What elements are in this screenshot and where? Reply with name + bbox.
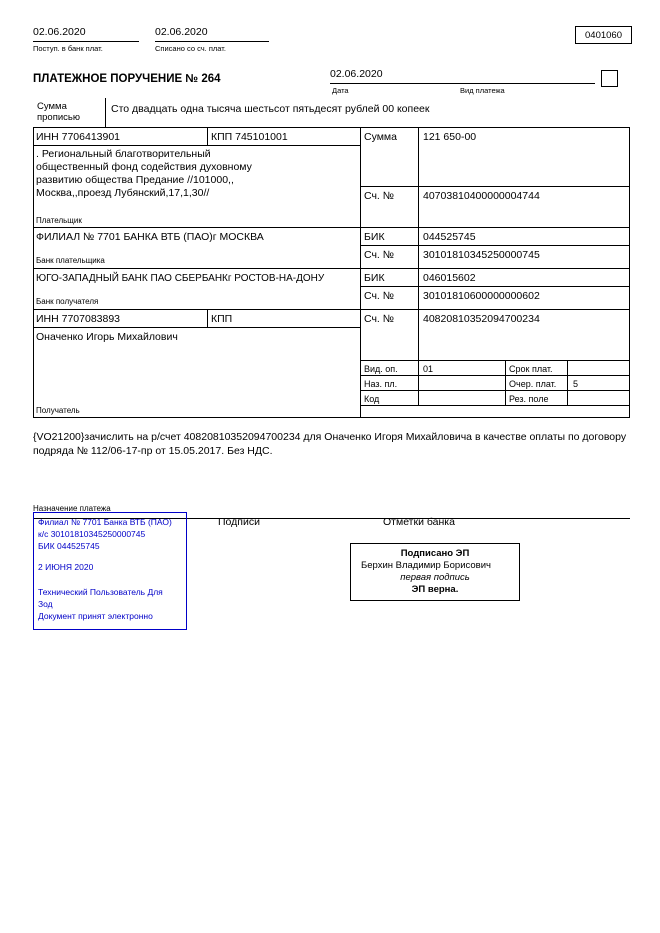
divider-line bbox=[360, 245, 630, 246]
divider-line bbox=[33, 417, 630, 418]
payment-purpose: {VO21200}зачислить на р/счет 40820810352094700234 для Оначенко Игоря Михайловича в качестве оплаты по договору подряда № 112/06-17-пр от 15.05.2017. Без НДС. bbox=[33, 431, 627, 457]
received-date-caption: Поступ. в банк плат. bbox=[33, 44, 103, 53]
doc-date-field bbox=[330, 68, 595, 94]
divider-line bbox=[33, 127, 34, 417]
op-type-label: Вид. оп. bbox=[364, 364, 398, 374]
debited-date-field bbox=[155, 26, 269, 53]
amount-label: Сумма bbox=[364, 131, 397, 143]
stamp-date: 2 ИЮНЯ 2020 bbox=[38, 562, 94, 572]
priority-value: 5 bbox=[573, 379, 579, 389]
amount-words-label-1: Сумма bbox=[37, 101, 67, 112]
stamp-line: к/с 30101810345250000745 bbox=[38, 529, 146, 539]
divider-line bbox=[418, 127, 419, 405]
esign-title: Подписано ЭП bbox=[400, 548, 470, 559]
divider-line bbox=[33, 268, 630, 269]
esign-name: Берхин Владимир Борисович bbox=[361, 560, 491, 571]
esign-verified: ЭП верна. bbox=[411, 584, 459, 595]
divider-line bbox=[360, 405, 630, 406]
payer-bank-name: ФИЛИАЛ № 7701 БАНКА ВТБ (ПАО)г МОСКВА bbox=[36, 231, 264, 243]
payer-kpp: КПП 745101001 bbox=[211, 131, 288, 143]
divider-line bbox=[33, 309, 630, 310]
payee-bank-bik: 046015602 bbox=[423, 272, 476, 284]
bank-marks-label: Отметки банка bbox=[383, 516, 455, 528]
debited-date-caption: Списано со сч. плат. bbox=[155, 44, 226, 53]
payer-bank-account-label: Сч. № bbox=[364, 249, 395, 261]
signatures-label: Подписи bbox=[218, 516, 260, 528]
requisites-table bbox=[33, 98, 630, 418]
payee-bank-section-label: Банк получателя bbox=[36, 297, 99, 306]
purpose-code-label: Наз. пл. bbox=[364, 379, 398, 389]
payee-bank-bik-label: БИК bbox=[364, 272, 385, 284]
amount-value: 121 650-00 bbox=[423, 131, 477, 143]
divider-line bbox=[33, 327, 360, 328]
reserve-field-label: Рез. поле bbox=[509, 394, 549, 404]
payee-account: 40820810352094700234 bbox=[423, 313, 540, 325]
divider-line bbox=[360, 286, 630, 287]
payer-bank-account: 30101810345250000745 bbox=[423, 249, 540, 261]
received-date-field bbox=[33, 26, 139, 53]
payee-bank-account-label: Сч. № bbox=[364, 290, 395, 302]
divider-line bbox=[629, 127, 630, 417]
code-label: Код bbox=[364, 394, 380, 404]
stamp-line: Технический Пользователь Для bbox=[38, 587, 163, 597]
term-label: Срок плат. bbox=[509, 364, 553, 374]
payer-bank-bik: 044525745 bbox=[423, 231, 476, 243]
divider-line bbox=[207, 309, 208, 327]
payment-kind-box bbox=[601, 70, 618, 87]
amount-in-words: Сто двадцать одна тысяча шестьсот пятьдесят рублей 00 копеек bbox=[111, 103, 430, 115]
document-title: ПЛАТЕЖНОЕ ПОРУЧЕНИЕ № 264 bbox=[33, 73, 221, 85]
priority-label: Очер. плат. bbox=[509, 379, 557, 389]
divider-line bbox=[33, 227, 630, 228]
doc-date: 02.06.2020 bbox=[330, 68, 595, 84]
payee-account-label: Сч. № bbox=[364, 313, 395, 325]
payer-account-label: Сч. № bbox=[364, 190, 395, 202]
payer-bank-bik-label: БИК bbox=[364, 231, 385, 243]
payee-bank-account: 30101810600000000602 bbox=[423, 290, 540, 302]
divider-line bbox=[105, 98, 106, 127]
bank-stamp bbox=[33, 512, 187, 630]
divider-line bbox=[360, 360, 630, 361]
divider-line bbox=[207, 127, 208, 145]
divider-line bbox=[505, 360, 506, 405]
divider-line bbox=[360, 375, 630, 376]
amount-words-label-2: прописью bbox=[37, 112, 80, 123]
divider-line bbox=[360, 186, 630, 187]
debited-date: 02.06.2020 bbox=[155, 26, 269, 42]
payee-bank-name: ЮГО-ЗАПАДНЫЙ БАНК ПАО СБЕРБАНКг РОСТОВ-НА-ДОНУ bbox=[36, 273, 325, 284]
form-code-box: 0401060 bbox=[575, 26, 632, 44]
payer-section-label: Плательщик bbox=[36, 216, 82, 225]
payee-inn: ИНН 7707083893 bbox=[36, 313, 121, 325]
payment-kind-caption: Вид платежа bbox=[460, 86, 505, 95]
payee-kpp-label: КПП bbox=[211, 313, 233, 325]
divider-line bbox=[33, 127, 630, 128]
payee-name: Оначенко Игорь Михайлович bbox=[36, 331, 178, 343]
esign-subtitle: первая подпись bbox=[400, 572, 470, 583]
payer-name: . Региональный благотворительный общественный фонд содействия духовному развитию общества Предание //101000,, Москва,,проезд Лубянский,17,1,30// bbox=[36, 148, 252, 199]
payee-section-label: Получатель bbox=[36, 406, 80, 415]
payer-inn: ИНН 7706413901 bbox=[36, 131, 121, 143]
op-type-value: 01 bbox=[423, 364, 434, 374]
divider-line bbox=[360, 127, 361, 417]
payer-bank-section-label: Банк плательщика bbox=[36, 256, 105, 265]
stamp-line: Документ принят электронно bbox=[38, 611, 153, 621]
esign-box bbox=[350, 543, 520, 601]
divider-line bbox=[33, 145, 360, 146]
divider-line bbox=[567, 360, 568, 405]
received-date: 02.06.2020 bbox=[33, 26, 139, 42]
divider-line bbox=[360, 390, 630, 391]
payer-account: 40703810400000004744 bbox=[423, 190, 540, 202]
doc-date-caption: Дата bbox=[332, 86, 349, 95]
purpose-label: Назначение платежа bbox=[33, 504, 111, 513]
stamp-line: БИК 044525745 bbox=[38, 541, 100, 551]
stamp-line: Зод bbox=[38, 599, 53, 609]
stamp-line: Филиал № 7701 Банка ВТБ (ПАО) bbox=[38, 517, 172, 527]
